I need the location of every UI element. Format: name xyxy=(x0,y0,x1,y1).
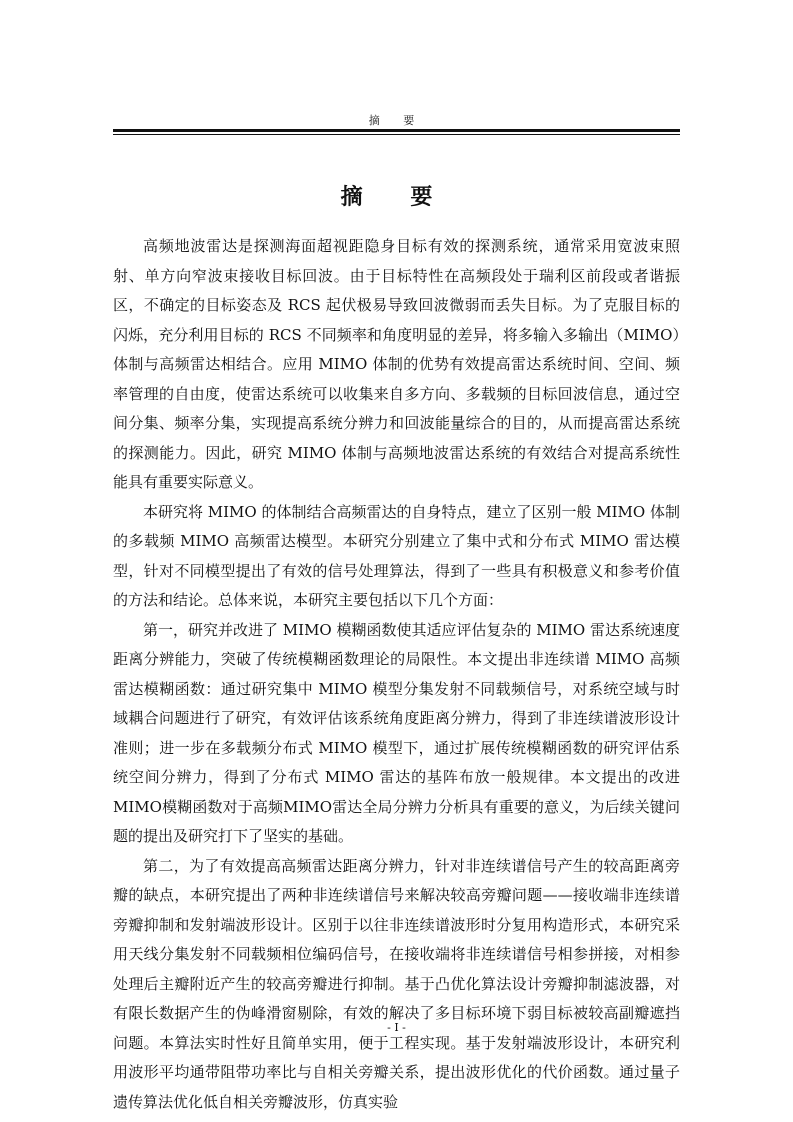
page-number: - I - xyxy=(387,1021,406,1034)
header-rule-thin xyxy=(113,134,680,135)
paragraph-4: 第二，为了有效提高高频雷达距离分辨力，针对非连续谱信号产生的较高距离旁瓣的缺点，本研究提出了两种非连续谱信号来解决较高旁瓣问题——接收端非连续谱旁瓣抑制和发射端波形设计。区别于以往非连续谱波形时分复用构造形式，本研究采用天线分集发射不同载频相位编码信号，在接收端将非连续谱信号相参拼接，对相参处理后主瓣附近产生的较高旁瓣进行抑制。基于凸优化算法设计旁瓣抑制滤波器，对有限长数据产生的伪峰滑窗剔除，有效的解决了多目标环境下弱目标被较高副瓣遮挡问题。本算法实时性好且简单实用，便于工程实现。基于发射端波形设计，本研究利用波形平均通带阻带功率比与自相关旁瓣关系，提出波形优化的代价函数。通过量子遗传算法优化低自相关旁瓣波形，仿真实验 xyxy=(113,856,680,1111)
header-rule-thick xyxy=(113,129,680,132)
paragraph-1: 高频地波雷达是探测海面超视距隐身目标有效的探测系统，通常采用宽波束照射、单方向窄波束接收目标回波。由于目标特性在高频段处于瑞利区前段或者谐振区，不确定的目标姿态及 RCS 起伏极易导致回波微弱而丢失目标。为了克服目标的闪烁，充分利用目标的 RCS 不同频率和角度明显的差异，将多输入多输出（MIMO）体制与高频雷达相结合。应用 MIMO 体制的优势有效提高雷达系统时间、空间、频率管理的自由度，使雷达系统可以收集来自多方向、多载频的目标回波信息，通过空间分集、频率分集，实现提高系统分辨力和回波能量综合的目的，从而提高雷达系统的探测能力。因此，研究 MIMO 体制与高频地波雷达系统的有效结合对提高系统性能具有重要实际意义。 xyxy=(113,237,680,491)
page-title: 摘 要 xyxy=(340,185,453,210)
abstract-body xyxy=(113,232,680,1117)
running-head: 摘 要 xyxy=(368,114,425,127)
paragraph-3: 第一，研究并改进了 MIMO 模糊函数使其适应评估复杂的 MIMO 雷达系统速度距离分辨能力，突破了传统模糊函数理论的局限性。本文提出非连续谱 MIMO 高频雷达模糊函数：通过研究集中 MIMO 模型分集发射不同载频信号，对系统空域与时域耦合问题进行了研究，有效评估该系统角度距离分辨力，得到了非连续谱波形设计准则；进一步在多载频分布式 MIMO 模型下，通过扩展传统模糊函数的研究评估系统空间分辨力，得到了分布式 MIMO 雷达的基阵布放一般规律。本文提出的改进MIMO模糊函数对于高频MIMO雷达全局分辨力分析具有重要的意义，为后续关键问题的提出及研究打下了坚实的基础。 xyxy=(113,620,680,845)
paragraph-2: 本研究将 MIMO 的体制结合高频雷达的自身特点，建立了区别一般 MIMO 体制的多载频 MIMO 高频雷达模型。本研究分别建立了集中式和分布式 MIMO 雷达模型，针对不同模型提出了有效的信号处理算法，得到了一些具有积极意义和参考价值的方法和结论。总体来说，本研究主要包括以下几个方面： xyxy=(113,502,680,609)
